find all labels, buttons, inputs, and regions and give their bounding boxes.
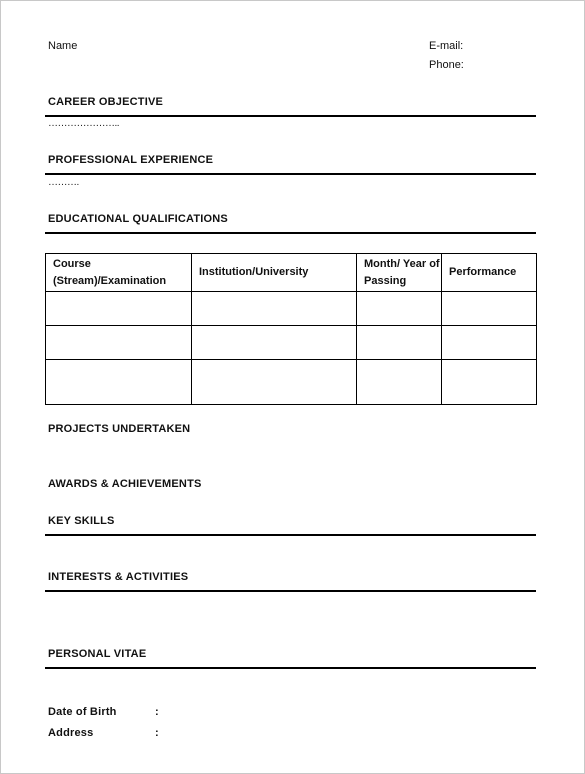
educational-qualifications-divider (45, 232, 536, 234)
date-of-birth-label: Date of Birth (48, 706, 117, 718)
table-cell[interactable] (46, 326, 192, 360)
awards-heading: AWARDS & ACHIEVEMENTS (48, 478, 202, 490)
key-skills-heading: KEY SKILLS (48, 515, 115, 527)
table-row (46, 326, 537, 360)
personal-vitae-divider (45, 667, 536, 669)
career-objective-placeholder: ………………….. (48, 118, 120, 129)
education-table-header-row (46, 254, 537, 292)
interests-divider (45, 590, 536, 592)
table-cell[interactable] (192, 326, 357, 360)
educational-qualifications-heading: EDUCATIONAL QUALIFICATIONS (48, 213, 228, 225)
column-header-course: Course (Stream)/Examination (46, 254, 192, 292)
table-row (46, 292, 537, 326)
table-cell[interactable] (357, 326, 442, 360)
key-skills-divider (45, 534, 536, 536)
table-cell[interactable] (442, 326, 537, 360)
email-label: E-mail: (429, 40, 464, 52)
date-of-birth-separator: : (155, 706, 159, 718)
projects-heading: PROJECTS UNDERTAKEN (48, 423, 191, 435)
address-label: Address (48, 727, 94, 739)
table-cell[interactable] (357, 360, 442, 405)
name-label: Name (48, 40, 78, 52)
professional-experience-divider (45, 173, 536, 175)
table-row (46, 360, 537, 405)
table-cell[interactable] (442, 292, 537, 326)
table-cell[interactable] (192, 292, 357, 326)
table-cell[interactable] (46, 292, 192, 326)
professional-experience-heading: PROFESSIONAL EXPERIENCE (48, 154, 214, 166)
interests-heading: INTERESTS & ACTIVITIES (48, 571, 189, 583)
professional-experience-placeholder: ………. (48, 177, 79, 188)
table-cell[interactable] (442, 360, 537, 405)
table-cell[interactable] (46, 360, 192, 405)
table-cell[interactable] (357, 292, 442, 326)
personal-vitae-heading: PERSONAL VITAE (48, 648, 147, 660)
table-cell[interactable] (192, 360, 357, 405)
career-objective-heading: CAREER OBJECTIVE (48, 96, 164, 108)
phone-label: Phone: (429, 59, 464, 71)
career-objective-divider (45, 115, 536, 117)
column-header-institution: Institution/University (192, 254, 357, 292)
address-separator: : (155, 727, 159, 739)
column-header-performance: Performance (442, 254, 537, 292)
column-header-month-year: Month/ Year of Passing (357, 254, 442, 292)
education-table (45, 253, 537, 405)
